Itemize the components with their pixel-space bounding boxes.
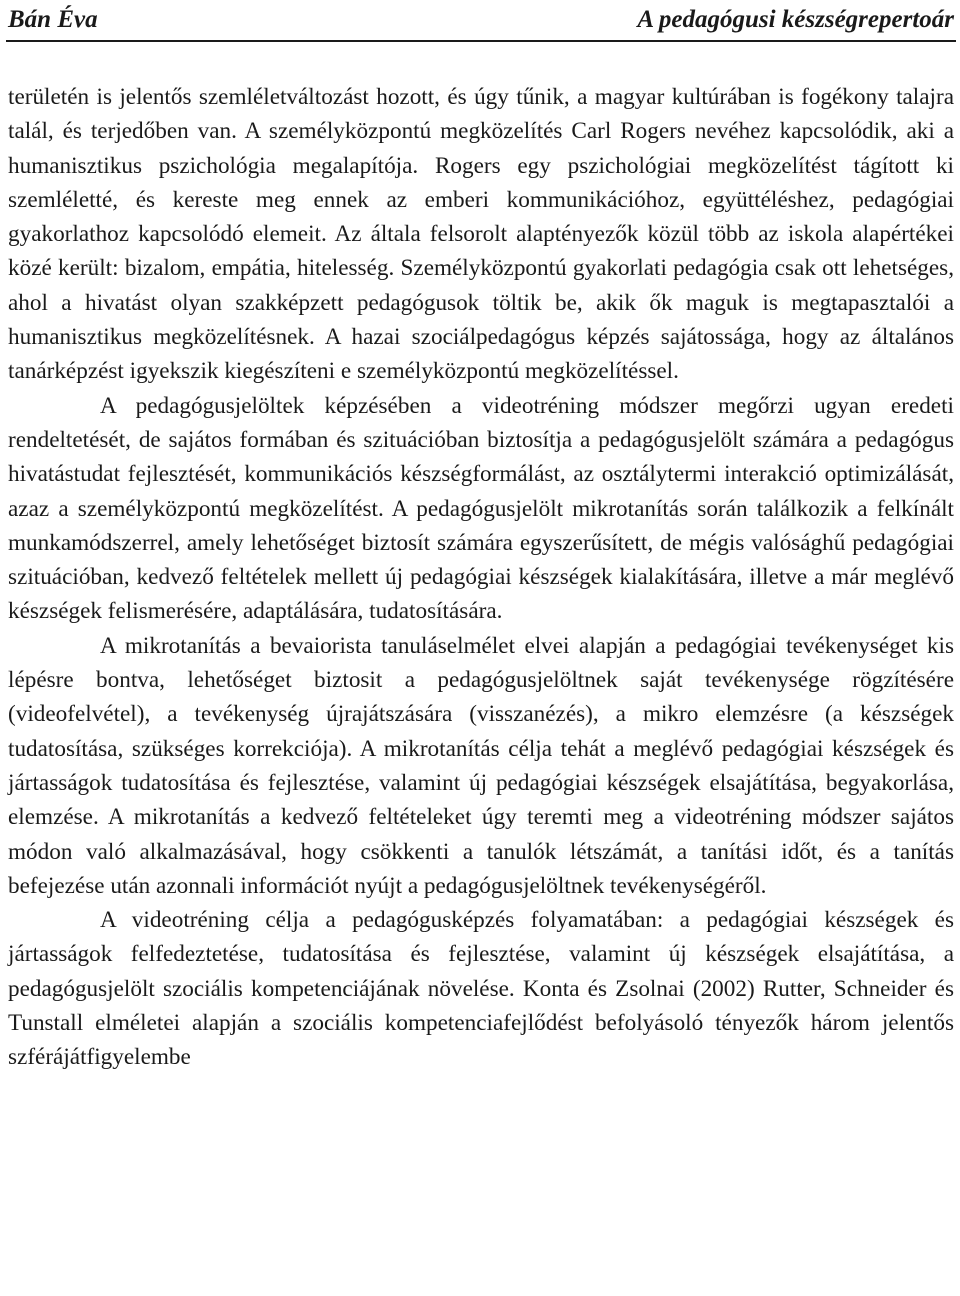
header-title: A pedagógusi készségrepertoár xyxy=(637,6,954,33)
paragraph: területén is jelentős szemléletváltozást hozott, és úgy tűnik, a magyar kultúrában is fogékony talajra talál, és terjedőben van. A személyközpontú megközelítés Carl Rogers nevéhez kapcsolódik, aki a humanisztikus pszichológia megalapítója. Rogers egy pszichológiai megközelítést tágított ki szemléletté, és kereste meg ennek az emberi kommunikációhoz, együttéléshez, pedagógiai gyakorlathoz kapcsolódó elemeit. Az általa felsorolt alaptényezők közül több az iskola alapértékei közé került: bizalom, empátia, hitelesség. Személyközpontú gyakorlati pedagógia csak ott lehetséges, ahol a hivatást olyan szakképzett pedagógusok töltik be, akik ők maguk is megtapasztalói a humanisztikus megközelítésnek. A hazai szociálpedagógus képzés sajátossága, hogy az általános tanárképzést igyekszik kiegészíteni e személyközpontú megközelítéssel. xyxy=(8,84,954,385)
running-header xyxy=(6,0,956,42)
paragraph: A pedagógusjelöltek képzésében a videotréning módszer megőrzi ugyan eredeti rendeltetését, de sajátos formában és szituációban biztosítja a pedagógusjelölt számára a pedagógus hivatástudat fejlesztését, kommunikációs készségformálást, az osztálytermi interakció optimizálását, azaz a személyközpontú megközelítést. A pedagógusjelölt mikrotanítás során találkozik a felkínált munkamódszerrel, amely lehetőséget biztosít számára egyszerűsített, de mégis valósághű pedagógiai szituációban, kedvező feltételek mellett új pedagógiai készségek kialakítására, illetve a már meglévő készségek felismerésére, adaptálására, tudatosítására. xyxy=(8,392,954,625)
header-author: Bán Éva xyxy=(8,6,98,33)
paragraph: A mikrotanítás a bevaiorista tanuláselmélet elvei alapján a pedagógiai tevékenységet kis lépésre bontva, lehetőséget biztosit a pedagógusjelöltnek saját tevékenysége rögzítésére (videofelvétel), a tevékenység újrajátszására (visszanézés), a mikro elemzésre (a készségek tudatosítása, szükséges korrekciója). A mikrotanítás célja tehát a meglévő pedagógiai készségek és jártasságok tudatosítása és fejlesztése, valamint új pedagógiai készségek elsajátítása, begyakorlása, elemzése. A mikrotanítás a kedvező feltételeket úgy teremti meg a videotréning módszer sajátos módon való alkalmazásával, hogy csökkenti a tanulók létszámát, a tanítási időt, és a tanítás befejezése után azonnali információt nyújt a pedagógusjelöltnek tevékenységéről. xyxy=(8,632,954,899)
body-text xyxy=(8,80,954,1075)
paragraph: A videotréning célja a pedagógusképzés folyamatában: a pedagógiai készségek és jártasságok felfedeztetése, tudatosítása és fejlesztése, valamint új készségek elsajátítása, a pedagógusjelölt szociális kompetenciájának növelése. Konta és Zsolnai (2002) Rutter, Schneider és Tunstall elméletei alapján a szociális kompetenciafejlődést befolyásoló tényezők három jelentős szférájátfigyelembe xyxy=(8,907,954,1071)
